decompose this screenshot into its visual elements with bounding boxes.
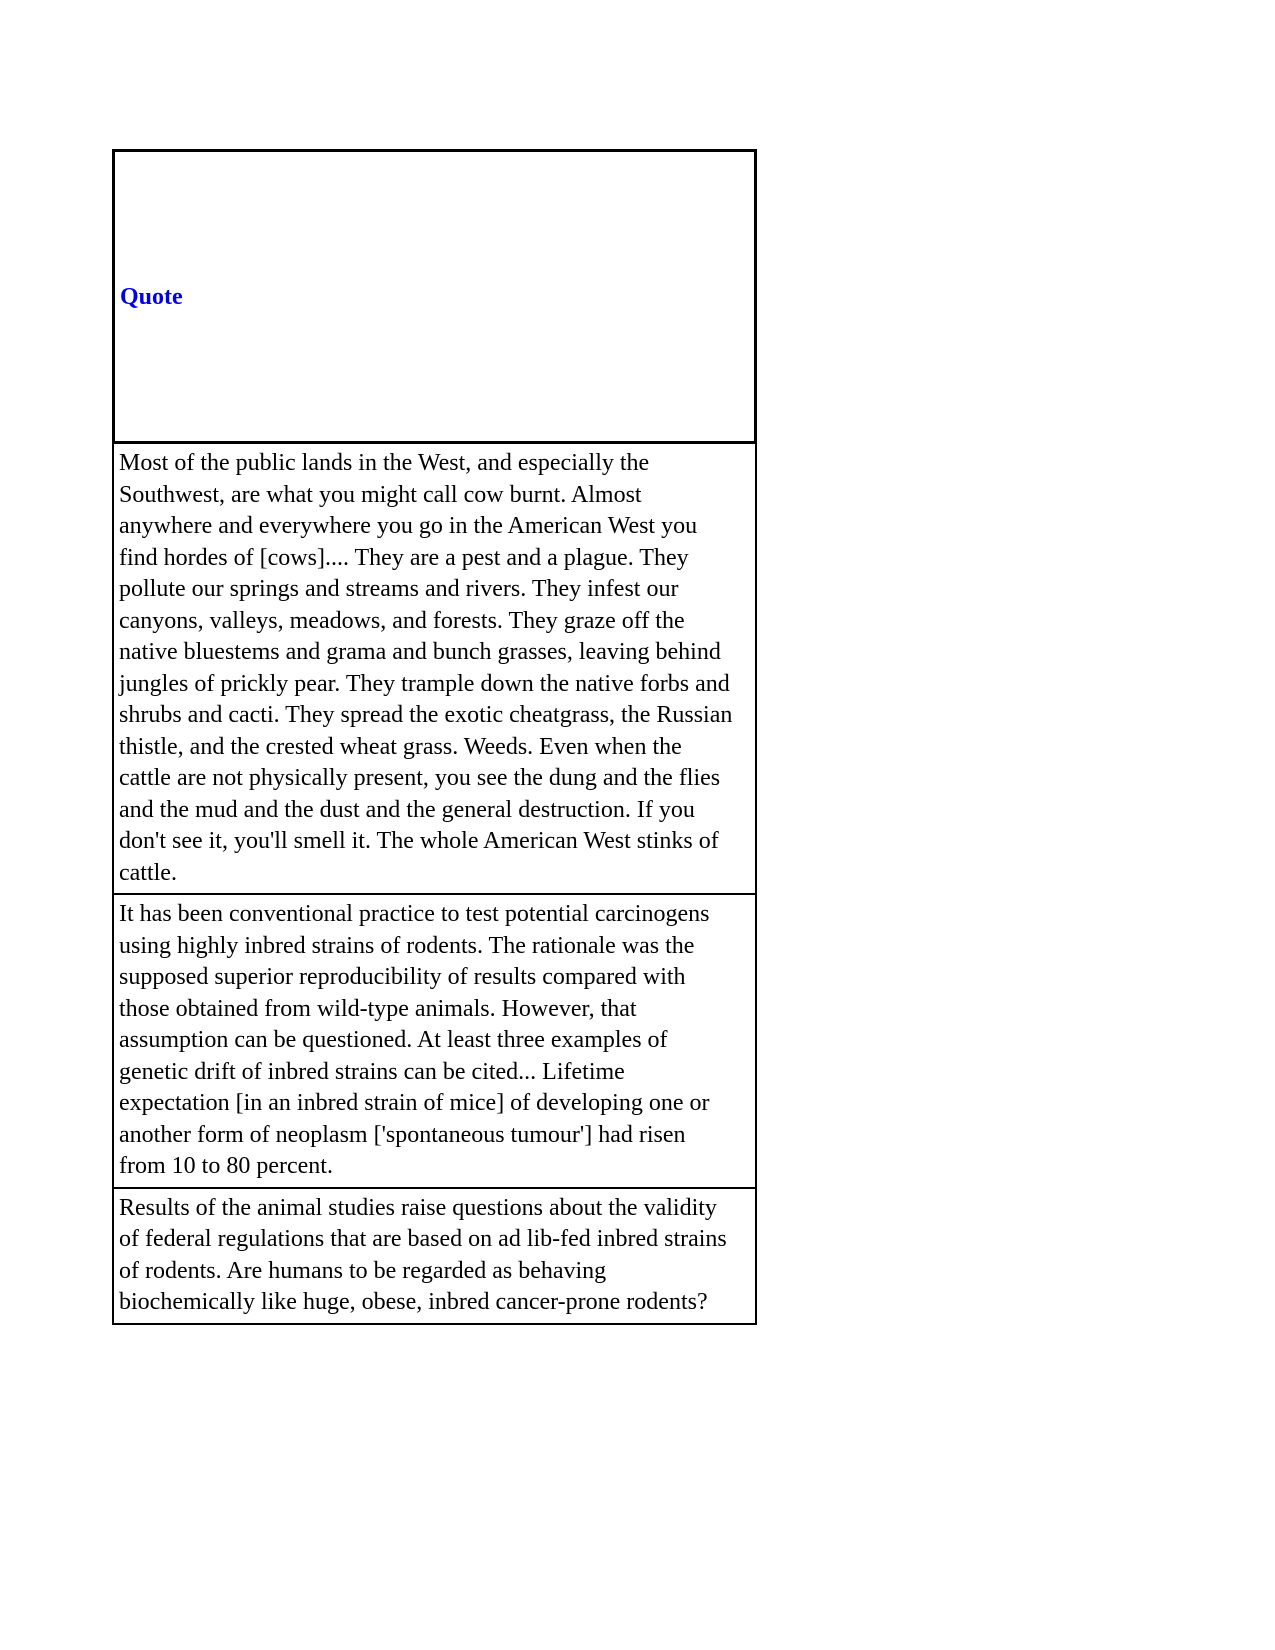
quote-table	[112, 149, 757, 1325]
text-line: using highly inbred strains of rodents. The rationale was the	[119, 932, 695, 959]
text-line: biochemically like huge, obese, inbred cancer-prone rodents?	[119, 1289, 708, 1315]
text-line: cattle.	[119, 859, 177, 886]
text-line: from 10 to 80 percent.	[119, 1153, 333, 1179]
text-line: of rodents. Are humans to be regarded as behaving	[119, 1257, 607, 1284]
header-cell	[112, 149, 757, 444]
text-line: expectation [in an inbred strain of mice] of developing one or	[119, 1090, 710, 1116]
text-line: genetic drift of inbred strains can be cited... Lifetime	[119, 1058, 625, 1085]
text-line: anywhere and everywhere you go in the American West you	[119, 513, 698, 539]
text-line: those obtained from wild-type animals. However, that	[119, 995, 637, 1022]
text-line: of federal regulations that are based on ad lib-fed inbred strains	[119, 1226, 727, 1252]
text-line: pollute our springs and streams and rivers. They infest our	[119, 576, 679, 602]
text-line: supposed superior reproducibility of results compared with	[119, 964, 686, 990]
text-line: It has been conventional practice to test potential carcinogens	[119, 901, 710, 927]
text-line: thistle, and the crested wheat grass. Weeds. Even when the	[119, 733, 682, 760]
text-line: native bluestems and grama and bunch grasses, leaving behind	[119, 639, 721, 665]
text-line: and the mud and the dust and the general destruction. If you	[119, 796, 695, 823]
table-row	[112, 444, 757, 895]
text-line: canyons, valleys, meadows, and forests. They graze off the	[119, 607, 685, 634]
text-line: don't see it, you'll smell it. The whole American West stinks of	[119, 828, 719, 854]
text-line: Southwest, are what you might call cow burnt. Almost	[119, 481, 642, 508]
text-line: cattle are not physically present, you see the dung and the flies	[119, 765, 721, 791]
column-header-quote: Quote	[120, 284, 183, 310]
text-line: assumption can be questioned. At least three examples of	[119, 1027, 668, 1053]
text-line: another form of neoplasm ['spontaneous tumour'] had risen	[119, 1121, 686, 1148]
table-row	[112, 1189, 757, 1325]
table-row	[112, 895, 757, 1189]
text-line: Results of the animal studies raise questions about the validity	[119, 1194, 717, 1221]
text-line: Most of the public lands in the West, and especially the	[119, 450, 650, 476]
text-line: find hordes of [cows].... They are a pest and a plague. They	[119, 544, 689, 571]
text-line: shrubs and cacti. They spread the exotic cheatgrass, the Russian	[119, 702, 733, 728]
text-line: jungles of prickly pear. They trample down the native forbs and	[119, 670, 730, 697]
